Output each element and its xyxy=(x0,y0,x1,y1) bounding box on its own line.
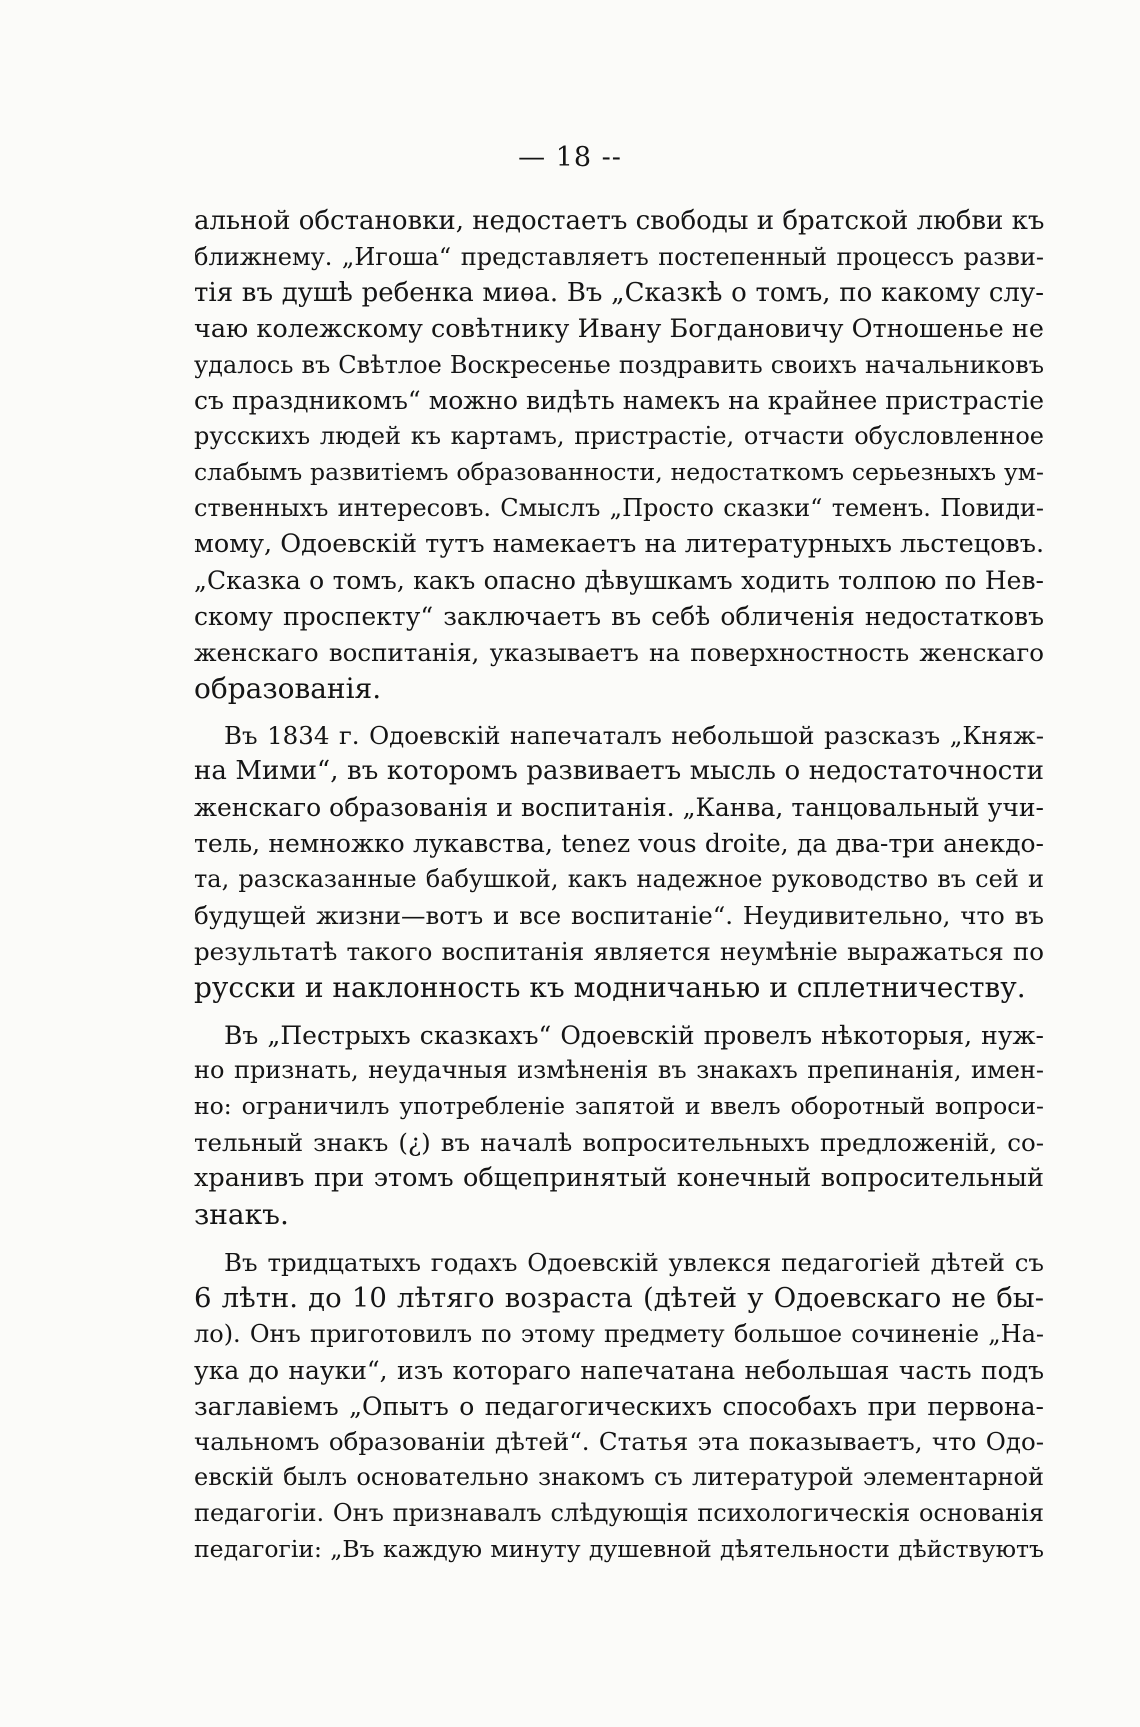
text-line: Въ „Пестрыхъ сказкахъ“ Одоевскій провелъ нѣкоторыя, нуж- xyxy=(224,1020,1044,1050)
text-line: скому проспекту“ заключаетъ въ себѣ обличенія недостатковъ xyxy=(194,601,1044,631)
text-line: заглавіемъ „Опытъ о педагогическихъ способахъ при первона- xyxy=(194,1391,1044,1421)
text-line: но признать, неудачныя измѣненія въ знакахъ препинанія, имен- xyxy=(194,1056,1044,1085)
text-line: педагогіи: „Въ каждую минуту душевной дѣятельности дѣйствуютъ xyxy=(194,1535,1044,1564)
text-line: но: ограничилъ употребленіе запятой и ввелъ оборотный вопроси- xyxy=(194,1092,1044,1121)
text-line: 6 лѣтн. до 10 лѣтяго возраста (дѣтей у Одоевскаго не бы- xyxy=(194,1281,1044,1314)
text-line: „Сказка о томъ, какъ опасно дѣвушкамъ ходить толпою по Нев- xyxy=(194,565,1044,595)
text-line: тія въ душѣ ребенка миѳа. Въ „Сказкѣ о томъ, по какому слу- xyxy=(194,277,1044,308)
text-line: женскаго воспитанія, указываетъ на поверхностность женскаго xyxy=(194,637,1044,667)
text-line: евскій былъ основательно знакомъ съ литературой элементарной xyxy=(194,1463,1044,1492)
page-number: — 18 -- xyxy=(518,142,622,173)
text-line: Въ 1834 г. Одоевскій напечаталъ небольшой разсказъ „Княж- xyxy=(224,721,1044,751)
text-line: знакъ. xyxy=(194,1198,289,1232)
text-line: результатѣ такого воспитанія является неумѣніе выражаться по xyxy=(194,936,1044,966)
paragraph-1 xyxy=(194,204,1044,706)
body-text xyxy=(194,204,1044,1568)
text-line: ука до науки“, изъ котораго напечатана небольшая часть подъ xyxy=(194,1355,1044,1385)
text-line: та, разсказанные бабушкой, какъ надежное руководство въ сей и xyxy=(194,865,1044,894)
text-line: съ праздникомъ“ можно видѣть намекъ на крайнее пристрастіе xyxy=(194,386,1044,416)
text-line: русскихъ людей къ картамъ, пристрастіе, отчасти обусловленное xyxy=(194,422,1044,451)
text-line: русски и наклонность къ модничанью и сплетничеству. xyxy=(194,970,1026,1004)
text-line: ственныхъ интересовъ. Смыслъ „Просто сказки“ теменъ. Повиди- xyxy=(194,494,1044,523)
text-line: удалось въ Свѣтлое Воскресенье поздравить своихъ начальниковъ xyxy=(194,350,1044,379)
text-line: тельный знакъ (¿) въ началѣ вопросительныхъ предложеній, со- xyxy=(194,1128,1044,1158)
paragraph-3 xyxy=(194,1018,1044,1233)
text-line: мому, Одоевскій тутъ намекаетъ на литературныхъ льстецовъ. xyxy=(194,529,1044,560)
text-line: будущей жизни—вотъ и все воспитаніе“. Неудивительно, что въ xyxy=(194,900,1044,930)
text-line: на Мими“, въ которомъ развиваетъ мысль о недостаточности xyxy=(194,756,1044,787)
text-line: хранивъ при этомъ общепринятый конечный вопросительный xyxy=(194,1163,1044,1194)
text-line: ближнему. „Игоша“ представляетъ постепенный процессъ разви- xyxy=(194,242,1044,271)
text-line: ло). Онъ приготовилъ по этому предмету большое сочиненіе „На- xyxy=(194,1319,1044,1348)
text-line: Въ тридцатыхъ годахъ Одоевскій увлекся педагогіей дѣтей съ xyxy=(224,1247,1044,1277)
paragraph-2 xyxy=(194,718,1044,1005)
text-line: тель, немножко лукавства, tenez vous droite, да два-три анекдо- xyxy=(194,829,1044,859)
text-line: альной обстановки, недостаетъ свободы и братской любви къ xyxy=(194,206,1044,236)
text-line: чальномъ образованіи дѣтей“. Статья эта показываетъ, что Одо- xyxy=(194,1427,1044,1457)
text-line: чаю колежскому совѣтнику Ивану Богдановичу Отношенье не xyxy=(194,313,1044,344)
paragraph-4 xyxy=(194,1245,1044,1568)
text-line: женскаго образованія и воспитанія. „Канва, танцовальный учи- xyxy=(194,793,1044,823)
text-line: слабымъ развитіемъ образованности, недостаткомъ серьезныхъ ум- xyxy=(194,458,1044,487)
text-line: педагогіи. Онъ признавалъ слѣдующія психологическія основанія xyxy=(194,1499,1044,1528)
text-line: образованія. xyxy=(194,671,382,705)
